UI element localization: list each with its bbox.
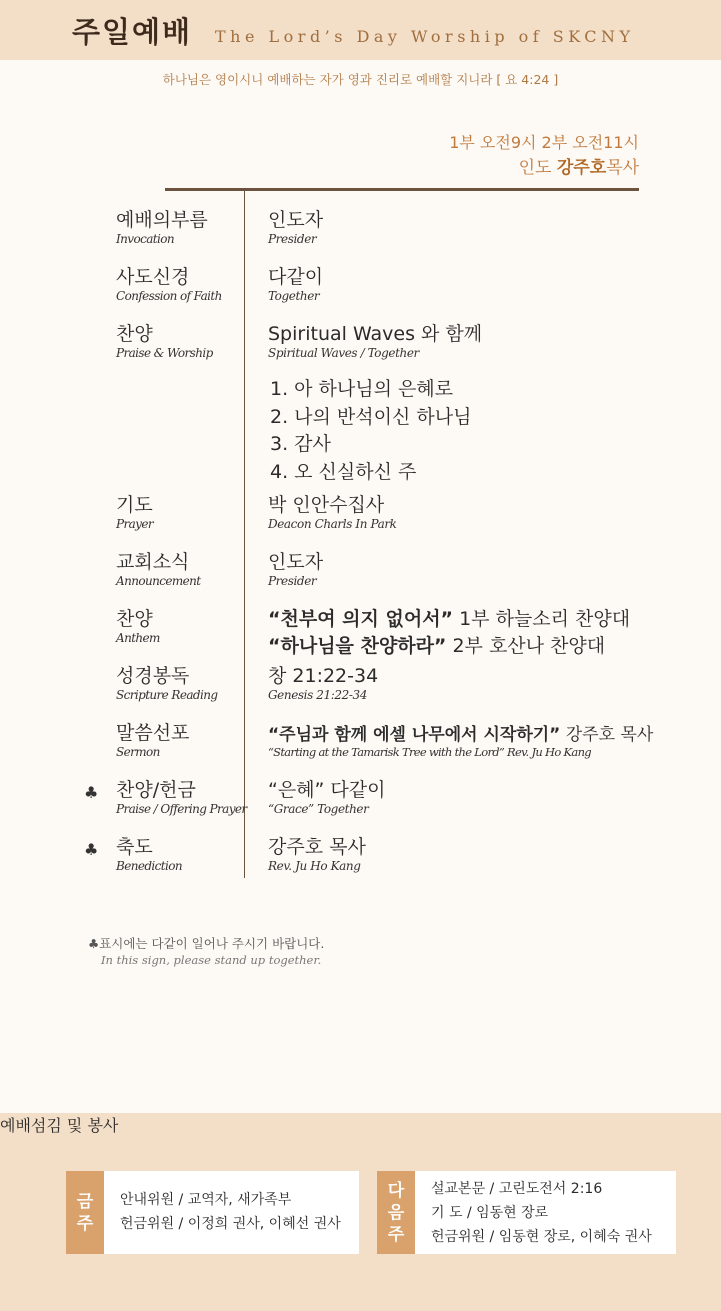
order-item-value-2: “하나님을 찬양하라” 2부 호산나 찬양대 (268, 635, 606, 657)
order-item-title: 성경봉독 (116, 665, 190, 687)
order-item-title-en: Invocation (116, 232, 174, 246)
hymn-item: 3. 감사 (270, 433, 331, 455)
page-subtitle: The Lord’s Day Worship of SKCNY (215, 27, 635, 46)
order-item-title: 교회소식 (116, 551, 190, 573)
order-item-title-en: Praise / Offering Prayer (116, 802, 247, 816)
vertical-rule (244, 188, 245, 878)
order-item-title-en: Praise & Worship (116, 346, 213, 360)
order-item-title-en: Scripture Reading (116, 688, 218, 702)
service-times: 1부 오전9시 2부 오전11시 (449, 133, 639, 152)
order-item-title: 축도 (116, 836, 153, 858)
order-item-value: 다같이 (268, 266, 324, 288)
order-item-value-en: Spiritual Waves / Together (268, 346, 419, 360)
order-item-value-en: Deacon Charls In Park (268, 517, 397, 531)
service-line: 설교본문 / 고린도전서 2:16 (431, 1181, 603, 1197)
hymn-item: 4. 오 신실하신 주 (270, 460, 417, 483)
order-item-title: 기도 (116, 494, 153, 516)
service-line: 헌금위원 / 이정희 권사, 이혜선 권사 (120, 1216, 341, 1232)
order-item-value-en: “Starting at the Tamarisk Tree with the Lord” Rev. Ju Ho Kang (268, 745, 591, 759)
scripture-verse: 하나님은 영이시니 예배하는 자가 영과 진리로 예배할 지니라 [ 요 4:24 ] (162, 72, 559, 87)
order-item-value: “주님과 함께 에셀 나무에서 시작하기” 강주호 목사 (268, 725, 654, 745)
footer-title: 예배섬김 및 봉사 (0, 1116, 119, 1135)
order-item-value: 인도자 (268, 551, 324, 573)
club-icon: ♣ (84, 840, 99, 859)
order-item-title: 찬양 (116, 608, 153, 630)
club-icon: ♣ (84, 783, 99, 802)
horizontal-rule (165, 188, 639, 191)
order-item-title-en: Benediction (116, 859, 183, 873)
order-item-title-en: Sermon (116, 745, 160, 759)
service-line: 헌금위원 / 임동현 장로, 이혜숙 권사 (431, 1229, 652, 1245)
order-item-title: 사도신경 (116, 266, 190, 288)
next-week-tag: 다 음 주 (377, 1171, 415, 1254)
stand-note-en: In this sign, please stand up together. (101, 953, 322, 967)
this-week-box (66, 1171, 359, 1254)
order-item-value: 강주호 목사 (268, 836, 366, 858)
order-item-value: “은혜” 다같이 (268, 779, 386, 801)
order-item-value-en: Together (268, 289, 320, 303)
service-leader: 인도 강주호목사 (518, 158, 639, 178)
order-item-value: “천부여 의지 없어서” 1부 하늘소리 찬양대 (268, 608, 631, 630)
order-item-value-en: “Grace” Together (268, 802, 369, 816)
service-line: 기 도 / 임동현 장로 (431, 1205, 549, 1221)
order-item-title: 찬양 (116, 323, 153, 345)
hymn-item: 2. 나의 반석이신 하나님 (270, 405, 472, 428)
hymn-item: 1. 아 하나님의 은혜로 (270, 378, 454, 400)
this-week-tag: 금 주 (66, 1171, 104, 1254)
order-item-value: 박 인안수집사 (268, 494, 385, 516)
order-item-title-en: Confession of Faith (116, 289, 222, 303)
header-band (0, 0, 721, 60)
order-item-value-en: Rev. Ju Ho Kang (268, 859, 361, 873)
order-item-title: 말씀선포 (116, 722, 190, 744)
next-week-lines (431, 1177, 652, 1249)
order-item-value: 인도자 (268, 209, 324, 231)
order-item-title-en: Announcement (116, 574, 201, 588)
next-week-box (377, 1171, 676, 1254)
this-week-lines (120, 1188, 341, 1236)
order-item-value: 창 21:22-34 (268, 665, 379, 687)
stand-note: ♣표시에는 다같이 일어나 주시기 바랍니다. (88, 936, 325, 951)
order-item-title: 예배의부름 (116, 209, 208, 231)
order-item-title-en: Prayer (116, 517, 153, 531)
page-title: 주일예배 (72, 15, 193, 49)
service-line: 안내위원 / 교역자, 새가족부 (120, 1192, 292, 1208)
hymn-list (270, 376, 471, 486)
order-item-value-en: Presider (268, 574, 317, 588)
order-item-value-en: Presider (268, 232, 317, 246)
order-item-title: 찬양/헌금 (116, 779, 196, 801)
order-item-value: Spiritual Waves 와 함께 (268, 323, 483, 345)
order-item-value-en: Genesis 21:22-34 (268, 688, 367, 702)
order-item-title-en: Anthem (116, 631, 160, 645)
